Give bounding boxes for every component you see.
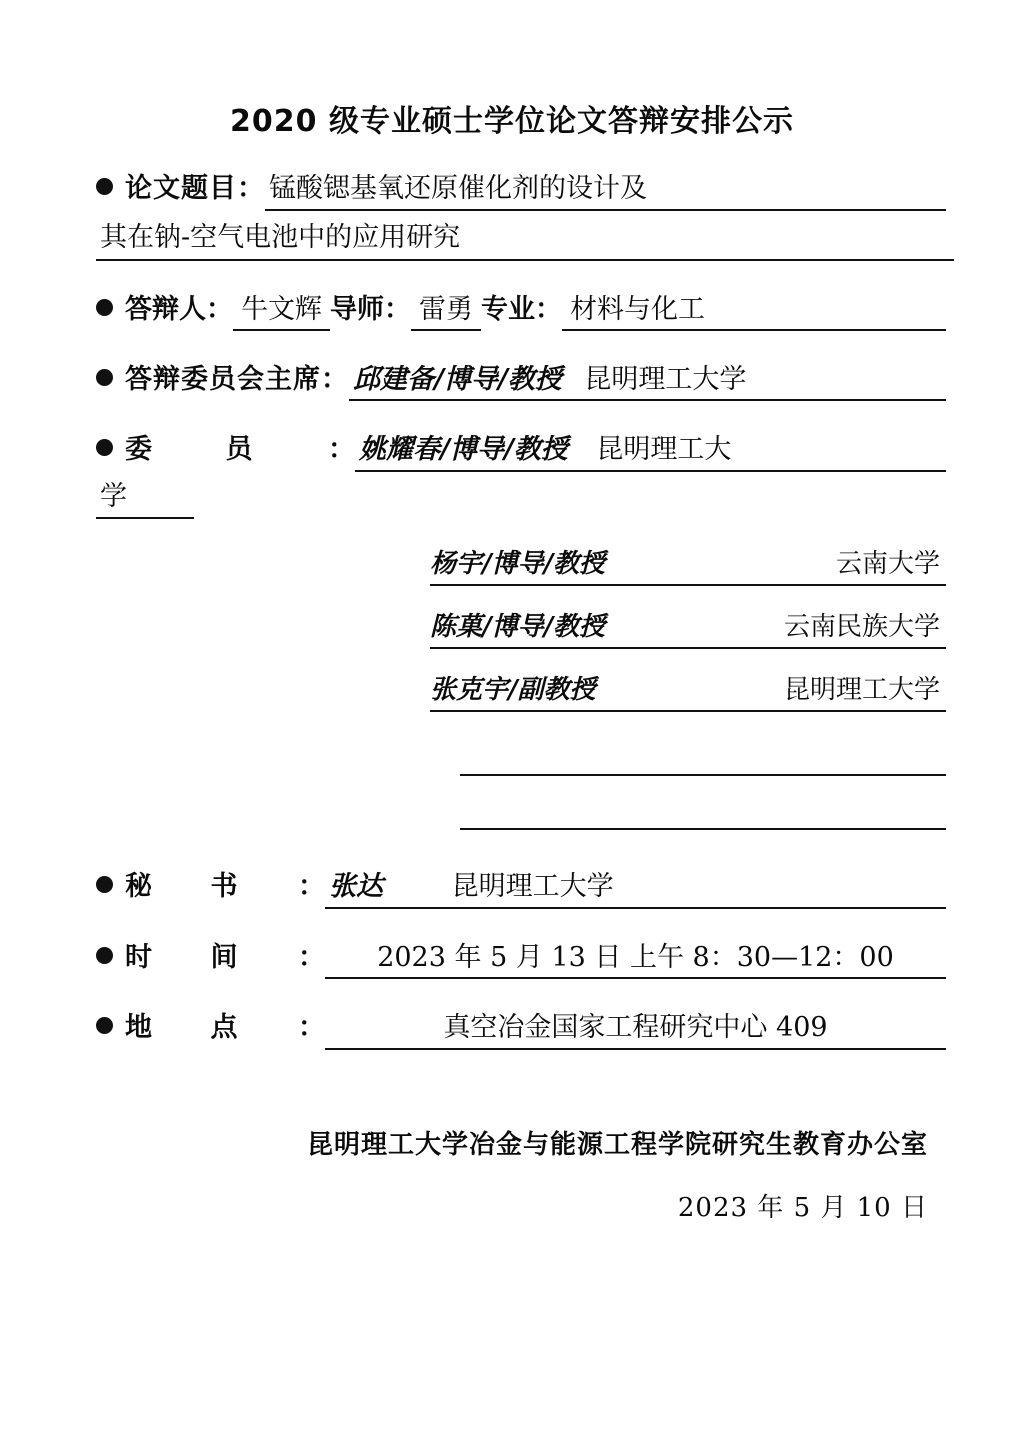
- place-label: [125, 1005, 325, 1044]
- committee-member-3-name: 陈菓/博导/教授: [430, 611, 605, 642]
- committee-chair-name: 邱建备/博导/教授: [353, 363, 562, 395]
- blank-line-1: [460, 734, 946, 776]
- committee-chair-org: 昆明理工大学: [584, 363, 747, 395]
- page-title: 2020 级专业硕士学位论文答辩安排公示: [230, 104, 794, 139]
- committee-chair-row: [0, 357, 1024, 402]
- bullet-icon: [96, 299, 113, 316]
- committee-members-row: [0, 427, 1024, 472]
- committee-member-1-name: 姚耀春/博导/教授: [359, 434, 568, 466]
- major-label: 专业：: [481, 293, 562, 325]
- committee-members-label-colon: ：: [328, 434, 355, 466]
- place-row: [0, 1005, 1024, 1050]
- secretary-org: 昆明理工大学: [451, 870, 614, 902]
- time-label-char-1: 时: [125, 941, 152, 973]
- time-value: 2023 年 5 月 13 日 上午 8：30—12：00: [325, 941, 946, 980]
- committee-member-3-org: 云南民族大学: [783, 611, 940, 642]
- committee-member-1-org-overflow: 学: [96, 480, 194, 519]
- bullet-icon: [96, 178, 113, 195]
- thesis-title-label: 论文题目：: [125, 173, 265, 204]
- place-label-char-2: 点: [210, 1012, 238, 1044]
- committee-member-4-name: 张克宇/副教授: [430, 674, 596, 705]
- committee-members-label: [125, 427, 355, 466]
- footer-organization: 昆明理工大学冶金与能源工程学院研究生教育办公室: [306, 1130, 928, 1160]
- thesis-title-row: [0, 166, 1024, 211]
- secretary-row: [0, 864, 1024, 909]
- bullet-icon: [96, 876, 113, 893]
- secretary-label-colon: ：: [298, 870, 325, 902]
- committee-members-label-char-1: 委: [125, 434, 152, 466]
- thesis-title-value-line1: 锰酸锶基氧还原催化剂的设计及: [265, 172, 946, 211]
- secretary-label: [125, 864, 325, 903]
- footer-date: 2023 年 5 月 10 日: [677, 1193, 928, 1223]
- defender-label: 答辩人：: [125, 293, 233, 325]
- advisor-name: 雷勇: [411, 287, 481, 331]
- committee-member-2-org: 云南大学: [835, 548, 940, 579]
- committee-member-3: [430, 606, 946, 649]
- bullet-icon: [96, 439, 113, 456]
- secretary-label-char-1: 秘: [125, 870, 152, 902]
- blank-line-2: [460, 788, 946, 830]
- time-row: [0, 935, 1024, 980]
- bullet-icon: [96, 947, 113, 964]
- committee-member-2-name: 杨宇/博导/教授: [430, 548, 605, 579]
- thesis-title-value-line2: 其在钠-空气电池中的应用研究: [96, 221, 954, 261]
- secretary-label-char-2: 书: [210, 870, 238, 902]
- time-label-colon: ：: [298, 941, 325, 973]
- committee-member-4-org: 昆明理工大学: [783, 674, 940, 705]
- committee-chair-label: 答辩委员会主席：: [125, 363, 349, 395]
- place-label-char-1: 地: [125, 1012, 152, 1044]
- place-value: 真空冶金国家工程研究中心 409: [325, 1011, 946, 1050]
- committee-member-2: [430, 543, 946, 586]
- committee-member-1-org: 昆明理工大: [596, 434, 732, 466]
- time-label-char-2: 间: [210, 941, 238, 973]
- secretary-value: [325, 870, 946, 909]
- defender-name: 牛文辉: [233, 287, 330, 331]
- place-label-colon: ：: [298, 1012, 325, 1044]
- committee-member-4: [430, 669, 946, 712]
- thesis-title-row-line2: [0, 221, 1024, 261]
- bullet-icon: [96, 1017, 113, 1034]
- footer: [0, 1124, 1024, 1224]
- major-value: 材料与化工: [562, 287, 946, 331]
- time-label: [125, 935, 325, 974]
- committee-member-1-org-overflow-row: [0, 480, 1024, 523]
- bullet-icon: [96, 369, 113, 386]
- defender-row: [0, 287, 1024, 331]
- committee-chair-value: [349, 363, 946, 402]
- committee-member-1: [355, 433, 946, 472]
- secretary-name: 张达: [329, 870, 383, 902]
- advisor-label: 导师：: [330, 293, 411, 325]
- committee-members-label-char-2: 员: [225, 434, 253, 466]
